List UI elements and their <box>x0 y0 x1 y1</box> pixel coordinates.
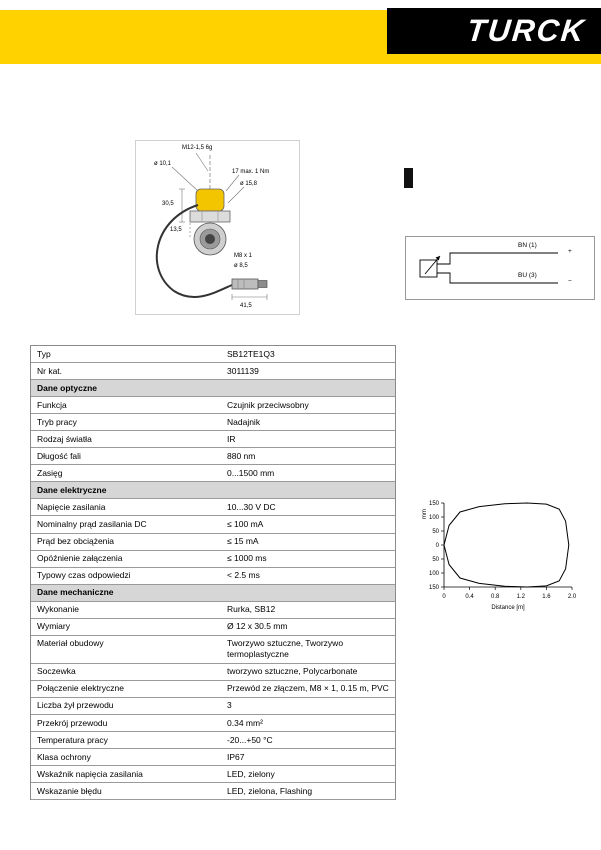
y-tick-label: 50 <box>432 529 439 535</box>
x-tick-label: 0.8 <box>491 594 500 600</box>
row-value: Rurka, SB12 <box>227 604 276 615</box>
dim-len-head: 13,5 <box>170 227 182 233</box>
registration-mark <box>404 168 413 188</box>
table-row <box>31 499 395 516</box>
row-value: 0.34 mm² <box>227 717 263 728</box>
table-row <box>31 448 395 465</box>
row-label: Temperatura pracy <box>37 734 108 745</box>
row-value: ≤ 100 mA <box>227 518 264 529</box>
y-tick-label: 0 <box>435 543 439 549</box>
wiring-diagram <box>405 236 595 300</box>
row-label: Wskaźnik napięcia zasilania <box>37 768 143 779</box>
row-label: Tryb pracy <box>37 416 77 427</box>
row-label: Nominalny prąd zasilania DC <box>37 518 147 529</box>
x-tick-label: 2.0 <box>567 594 577 600</box>
row-value: Ø 12 x 30.5 mm <box>227 621 288 632</box>
row-label: Przekrój przewodu <box>37 717 108 728</box>
table-row <box>31 551 395 568</box>
row-value: Przewód ze złączem, M8 × 1, 0.15 m, PVC <box>227 683 389 694</box>
table-row <box>31 664 395 681</box>
table-row <box>31 465 395 482</box>
row-value: 3 <box>227 700 232 711</box>
row-label: Opóźnienie załączenia <box>37 553 123 564</box>
table-section-row <box>31 380 395 397</box>
row-value: Nadajnik <box>227 416 261 427</box>
product-drawing <box>135 140 300 315</box>
table-row <box>31 534 395 551</box>
row-label: Typ <box>37 348 51 359</box>
row-value: LED, zielona, Flashing <box>227 785 313 796</box>
table-row <box>31 681 395 698</box>
row-value: ≤ 1000 ms <box>227 553 267 564</box>
row-label: Nr kat. <box>37 365 63 376</box>
table-row <box>31 363 395 380</box>
x-axis-label: Distance [m] <box>491 605 525 611</box>
row-label: Rodzaj światła <box>37 433 92 444</box>
row-value: IR <box>227 433 236 444</box>
product-drawing-art <box>136 141 301 316</box>
row-label: Prąd bez obciążenia <box>37 536 115 547</box>
row-value: Tworzywo sztuczne, Tworzywo termoplastyczne <box>227 638 344 660</box>
row-value: SB12TE1Q3 <box>227 348 275 359</box>
table-row <box>31 619 395 636</box>
row-value: 880 nm <box>227 450 256 461</box>
dim-len-connector: 41,5 <box>240 303 252 309</box>
y-tick-label: 100 <box>428 571 439 577</box>
dim-dia-top: ø 10,1 <box>154 161 172 167</box>
row-label: Wymiary <box>37 621 70 632</box>
table-row <box>31 414 395 431</box>
row-label: Typowy czas odpowiedzi <box>37 570 131 581</box>
row-label: Soczewka <box>37 666 76 677</box>
dim-thread-top: M12-1,5 6g <box>182 145 213 151</box>
table-row <box>31 516 395 533</box>
y-tick-label: 100 <box>428 515 439 521</box>
x-tick-label: 0 <box>442 594 446 600</box>
row-label: Klasa ochrony <box>37 751 91 762</box>
dim-thread-bottom: M8 x 1 <box>234 253 253 259</box>
row-value: 0...1500 mm <box>227 467 275 478</box>
row-value: LED, zielony <box>227 768 275 779</box>
table-row <box>31 602 395 619</box>
row-value: < 2.5 ms <box>227 570 260 581</box>
wiring-diagram-art <box>406 237 594 299</box>
wire-bu-label: BU (3) <box>518 272 537 279</box>
row-value: -20...+50 °C <box>227 734 273 745</box>
x-tick-label: 1.2 <box>516 594 525 600</box>
wire-bn-sign: + <box>568 248 572 255</box>
row-label: Wskazanie błędu <box>37 785 102 796</box>
y-tick-label: 150 <box>428 501 439 507</box>
wire-bu-sign: − <box>568 278 572 285</box>
y-tick-label: 50 <box>432 557 439 563</box>
spec-table <box>30 345 396 800</box>
range-chart <box>418 497 596 615</box>
row-label: Funkcja <box>37 399 67 410</box>
table-row <box>31 431 395 448</box>
row-label: Materiał obudowy <box>37 638 104 649</box>
x-tick-label: 0.4 <box>465 594 474 600</box>
row-label: Liczba żył przewodu <box>37 700 114 711</box>
brand-logo: TURCK <box>464 13 587 48</box>
table-row <box>31 783 395 800</box>
table-section-row <box>31 585 395 602</box>
brand-logo-box <box>387 8 601 54</box>
row-value: IP67 <box>227 751 245 762</box>
row-label: Długość fali <box>37 450 81 461</box>
row-label: Połączenie elektryczne <box>37 683 124 694</box>
table-row <box>31 397 395 414</box>
y-axis-label: mm <box>422 509 428 519</box>
row-value: tworzywo sztuczne, Polycarbonate <box>227 666 358 677</box>
table-row <box>31 568 395 585</box>
row-value: Czujnik przeciwsobny <box>227 399 309 410</box>
table-row <box>31 749 395 766</box>
row-value: ≤ 15 mA <box>227 536 259 547</box>
x-tick-label: 1.6 <box>542 594 551 600</box>
row-label: Zasięg <box>37 467 63 478</box>
table-row <box>31 766 395 783</box>
table-row <box>31 636 395 664</box>
dim-dia-head: ø 15,8 <box>240 181 258 187</box>
section-title: Dane elektryczne <box>37 484 107 495</box>
range-envelope-curve <box>444 503 569 587</box>
table-row <box>31 698 395 715</box>
row-value: 3011139 <box>227 365 259 376</box>
range-chart-svg <box>418 497 596 615</box>
table-row <box>31 346 395 363</box>
section-title: Dane optyczne <box>37 382 97 393</box>
dim-dia-connector: ø 8,5 <box>234 263 248 269</box>
row-value: 10...30 V DC <box>227 501 276 512</box>
wire-bn-label: BN (1) <box>518 242 537 249</box>
dim-torque: 17 max. 1 Nm <box>232 169 270 175</box>
dim-len-body: 30,5 <box>162 201 174 207</box>
table-row <box>31 732 395 749</box>
y-tick-label: 150 <box>428 585 439 591</box>
row-label: Napięcie zasilania <box>37 501 106 512</box>
table-row <box>31 715 395 732</box>
section-title: Dane mechaniczne <box>37 587 114 598</box>
table-section-row <box>31 482 395 499</box>
row-label: Wykonanie <box>37 604 79 615</box>
